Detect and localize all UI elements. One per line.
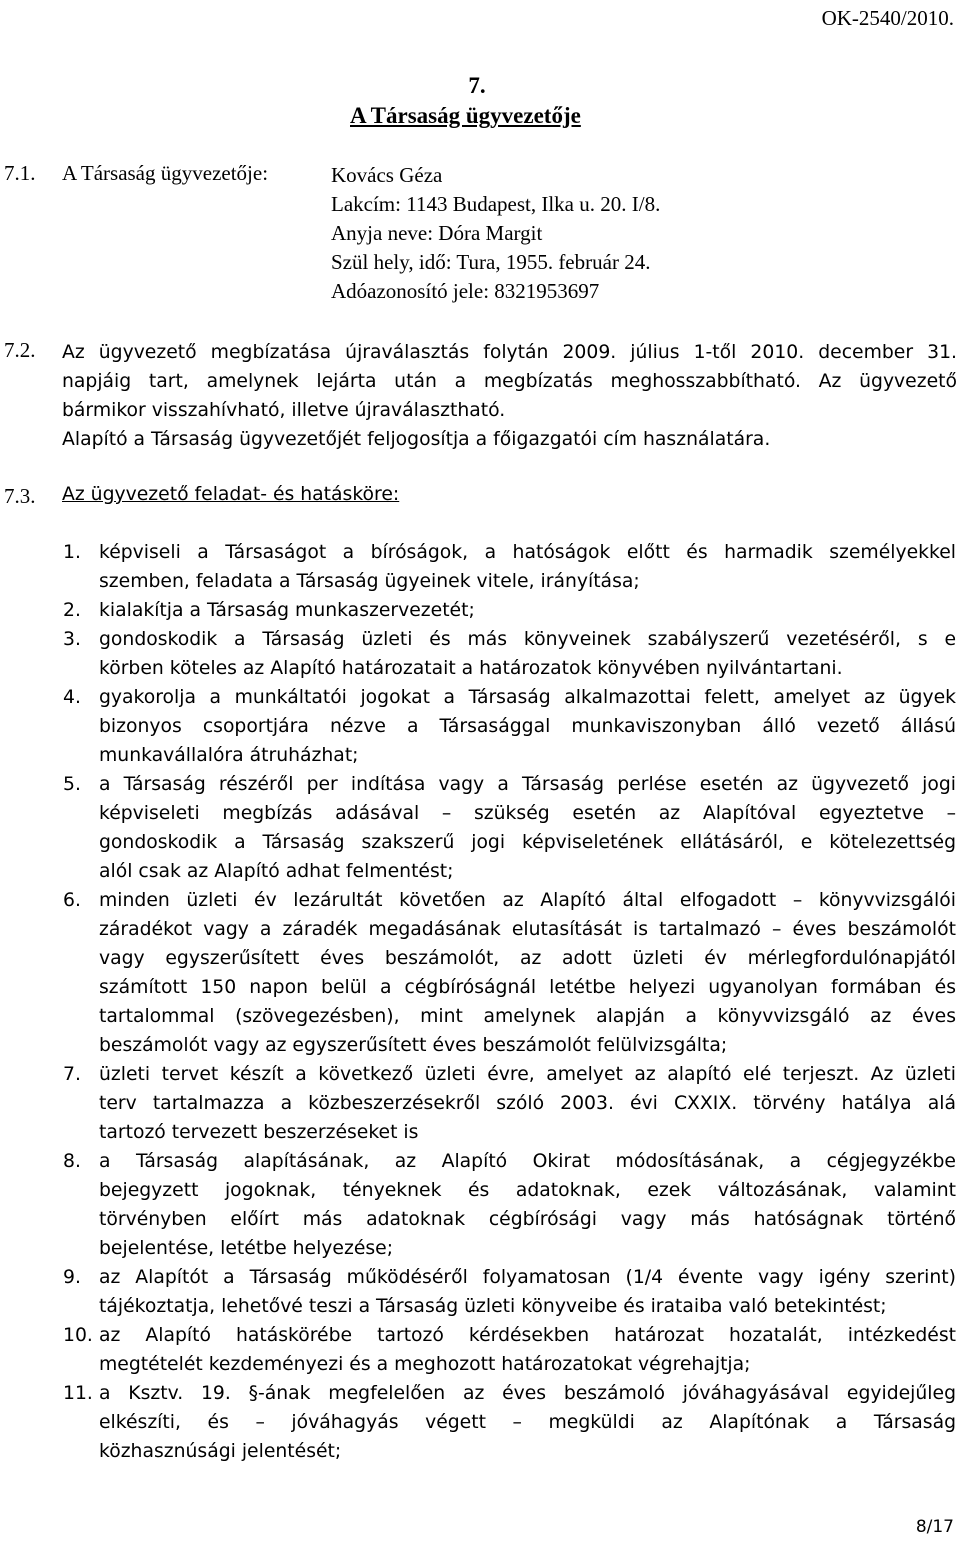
list-item (0, 683, 960, 770)
list-item-line: üzleti tervet készít a következő üzleti évre, amelyet az alapító elé terjeszt. Az üzleti (99, 1064, 956, 1085)
list-item-line: a Társaság részéről per indítása vagy a Társaság perlése esetén az ügyvezető jogi (99, 774, 956, 795)
paragraph-line: bármikor visszahívható, illetve újraválasztható. (62, 400, 506, 421)
list-item-line: záradékot vagy a záradék megadásának elutasítását is tartalmazó – éves beszámolót (99, 919, 956, 940)
list-item-text (99, 538, 956, 596)
list-item-text (99, 886, 956, 1060)
list-item-line: bizonyos csoportjára nézve a Társasággal munkaviszonyban álló vezető állású (99, 716, 956, 737)
list-item-number: 2. (63, 600, 81, 621)
list-item-number: 8. (63, 1151, 81, 1172)
list-item-text (99, 625, 956, 683)
list-item-line: körben köteles az Alapító határozatait a határozatok könyvében nyilvántartani. (99, 658, 843, 679)
list-item-text (99, 770, 956, 886)
list-item-number: 1. (63, 542, 81, 563)
chapter-number (0, 73, 960, 99)
list-item-line: a Ksztv. 19. §-ának megfelelően az éves beszámoló jóváhagyásával egyidejűleg (99, 1383, 956, 1404)
list-item-line: tartozó tervezett beszerzéseket is (99, 1122, 419, 1143)
list-item-line: az Alapítót a Társaság működéséről folyamatosan (1/4 évente vagy igény szerint) (99, 1267, 956, 1288)
list-item-text (99, 1379, 956, 1466)
list-item-line: bejegyzett jogoknak, tényeknek és adatoknak, ezek változásának, valamint (99, 1180, 956, 1201)
list-item-line: számított 150 napon belül a cégbíróságnál letétbe helyezi ugyanolyan formában és (99, 977, 956, 998)
section-7-1-label: 7.1. (4, 161, 36, 185)
list-item-line: alól csak az Alapító adhat felmentést; (99, 861, 454, 882)
section-7-2-label: 7.2. (4, 338, 36, 362)
list-item-number: 4. (63, 687, 81, 708)
list-item-line: képviseli a Társaságot a bíróságok, a hatóságok előtt és harmadik személyekkel (99, 542, 956, 563)
list-item-line: képviseleti megbízás adásával – szükség esetén az Alapítóval egyeztetve – (99, 803, 956, 824)
paragraph-line: Az ügyvezető megbízatása újraválasztás folytán 2009. július 1-től 2010. december 31. (62, 342, 957, 363)
list-item-line: közhasznúsági jelentését; (99, 1441, 342, 1462)
list-item-line: elkészíti, és – jóváhagyás végett – megküldi az Alapítónak a Társaság (99, 1412, 956, 1433)
list-item-text (99, 683, 956, 770)
list-item-line: bejelentése, letétbe helyezése; (99, 1238, 394, 1259)
list-item-number: 7. (63, 1064, 81, 1085)
paragraph-line: Alapító a Társaság ügyvezetőjét feljogosítja a főigazgatói cím használatára. (62, 429, 771, 450)
list-item-line: szemben, feladata a Társaság ügyeinek vitele, irányítása; (99, 571, 640, 592)
list-item (0, 770, 960, 886)
list-item-line: gyakorolja a munkáltatói jogokat a Társaság alkalmazottai felett, amelyet az ügyek (99, 687, 956, 708)
list-item-line: tartalommal (szövegezésben), mint amelynek alapján a könyvvizsgáló az éves (99, 1006, 956, 1027)
list-item-line: minden üzleti év lezárultát követően az Alapító által elfogadott – könyvvizsgálói (99, 890, 956, 911)
list-item-line: munkavállalóra átruházhat; (99, 745, 359, 766)
paragraph-line: napjáig tart, amelynek lejárta után a megbízatás meghosszabbítható. Az ügyvezető (62, 371, 957, 392)
list-item-line: a Társaság alapításának, az Alapító Okirat módosításának, a cégjegyzékbe (99, 1151, 956, 1172)
list-item-text (99, 1060, 956, 1147)
list-item-text (99, 1147, 956, 1263)
list-item-line: terv tartalmazza a közbeszerzésekről szóló 2003. évi CXXIX. törvény hatálya alá (99, 1093, 956, 1114)
list-item-line: megtételét kezdeményezi és a meghozott határozatokat végrehajtja; (99, 1354, 751, 1375)
manager-details (331, 161, 660, 306)
list-item (0, 1379, 960, 1466)
page-number: 8/17 (915, 1517, 954, 1537)
list-item (0, 625, 960, 683)
chapter-title: A Társaság ügyvezetője (350, 103, 581, 128)
list-item-number: 3. (63, 629, 81, 650)
list-item-number: 6. (63, 890, 81, 911)
list-item-text (99, 1321, 956, 1379)
list-item-text (99, 1263, 956, 1321)
list-item-line: az Alapító hatáskörébe tartozó kérdésekben határozat hozatalát, intézkedést (99, 1325, 956, 1346)
manager-mother-name: Anyja neve: Dóra Margit (331, 221, 543, 245)
section-7-1-title: A Társaság ügyvezetője: (62, 161, 269, 185)
list-item-text (99, 596, 956, 625)
section-7-3-title: Az ügyvezető feladat- és hatásköre: (62, 484, 400, 505)
manager-tax-id: Adóazonosító jele: 8321953697 (331, 279, 600, 303)
manager-name: Kovács Géza (331, 163, 443, 187)
section-7-2-body (62, 338, 957, 454)
list-item-line: kialakítja a Társaság munkaszervezetét; (99, 600, 475, 621)
list-item-number: 5. (63, 774, 81, 795)
duties-list (0, 538, 960, 1466)
list-item-line: gondoskodik a Társaság szakszerű jogi képviseletének ellátásáról, e kötelezettség (99, 832, 956, 853)
list-item (0, 1060, 960, 1147)
list-item (0, 1147, 960, 1263)
list-item (0, 1321, 960, 1379)
list-item-line: vagy egyszerűsített éves beszámolót, az adott üzleti év mérlegfordulónapjától (99, 948, 956, 969)
list-item-line: törvényben előírt más adatoknak cégbírósági vagy más hatóságnak történő (99, 1209, 956, 1230)
list-item (0, 596, 960, 625)
manager-address: Lakcím: 1143 Budapest, Ilka u. 20. I/8. (331, 192, 661, 216)
list-item-line: gondoskodik a Társaság üzleti és más könyveinek szabályszerű vezetéséről, s e (99, 629, 956, 650)
document-id: OK-2540/2010. (821, 6, 954, 30)
list-item-number: 9. (63, 1267, 81, 1288)
list-item (0, 886, 960, 1060)
chapter-number-text: 7. (468, 73, 486, 98)
list-item-line: beszámolót vagy az egyszerűsített éves beszámolót felülvizsgálta; (99, 1035, 728, 1056)
list-item-number: 11. (63, 1383, 93, 1404)
manager-birth: Szül hely, idő: Tura, 1955. február 24. (331, 250, 651, 274)
list-item-line: tájékoztatja, lehetővé teszi a Társaság üzleti könyveibe és irataiba való betekintést; (99, 1296, 887, 1317)
list-item-number: 10. (63, 1325, 93, 1346)
list-item (0, 538, 960, 596)
section-7-3-label: 7.3. (4, 484, 36, 508)
list-item (0, 1263, 960, 1321)
